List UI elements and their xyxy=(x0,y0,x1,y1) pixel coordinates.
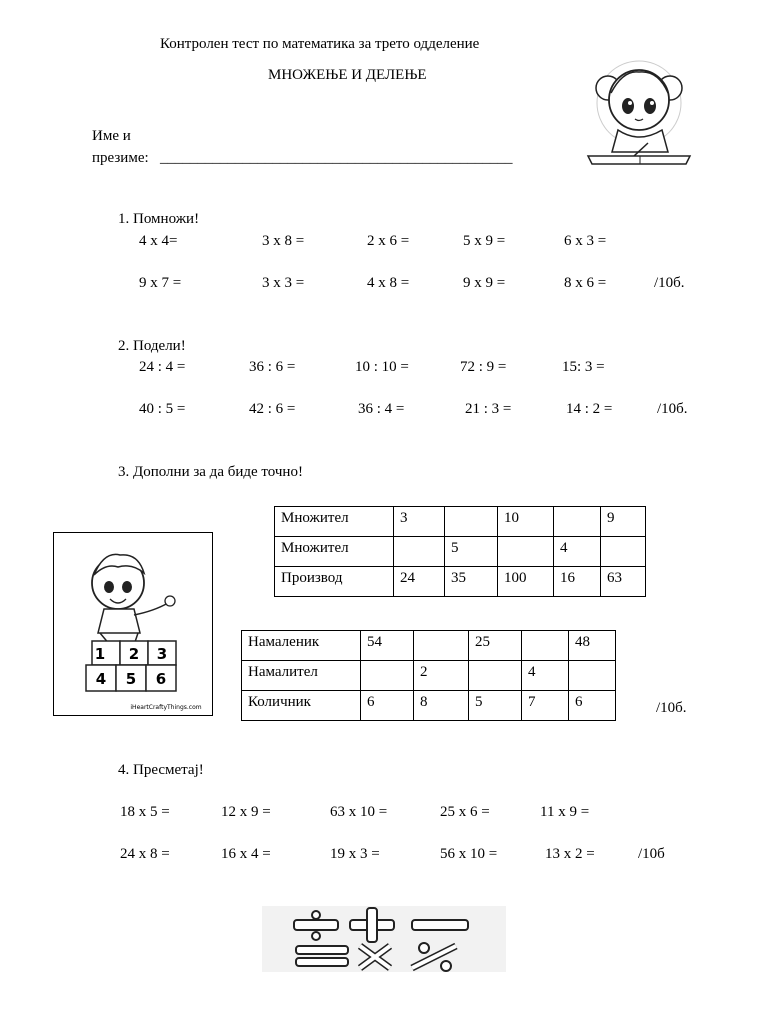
table1-cell[interactable]: 5 xyxy=(445,537,498,567)
worksheet-subtitle: МНОЖЕЊЕ И ДЕЛЕЊЕ xyxy=(268,67,427,83)
task2-expr: 40 : 5 = xyxy=(139,401,186,417)
task1-heading: 1. Помножи! xyxy=(118,211,200,227)
table1-label: Множител xyxy=(275,507,394,537)
table2-cell[interactable] xyxy=(569,661,616,691)
table2-cell[interactable]: 8 xyxy=(414,691,469,721)
task4-expr: 16 x 4 = xyxy=(221,846,271,862)
task4-expr: 18 x 5 = xyxy=(120,804,170,820)
worksheet-title: Контролен тест по математика за трето одделение xyxy=(160,36,480,52)
table2-cell[interactable]: 48 xyxy=(569,631,616,661)
task2-expr: 14 : 2 = xyxy=(566,401,613,417)
block-label: 5 xyxy=(125,670,137,688)
table1-cell[interactable]: 35 xyxy=(445,567,498,597)
task2-expr: 36 : 6 = xyxy=(249,359,296,375)
table2-label: Количник xyxy=(242,691,361,721)
table1-cell[interactable]: 63 xyxy=(601,567,646,597)
multiplication-table xyxy=(274,506,646,597)
table1-cell[interactable] xyxy=(601,537,646,567)
math-symbols-illustration xyxy=(262,906,506,972)
block-label: 4 xyxy=(95,670,107,688)
task3-points: /10б. xyxy=(656,700,687,716)
table2-cell[interactable]: 54 xyxy=(361,631,414,661)
table1-cell[interactable] xyxy=(394,537,445,567)
table2-cell[interactable]: 6 xyxy=(361,691,414,721)
task4-expr: 63 x 10 = xyxy=(330,804,388,820)
block-label: 6 xyxy=(155,670,167,688)
table2-cell[interactable]: 5 xyxy=(469,691,522,721)
table2-cell[interactable] xyxy=(522,631,569,661)
task4-expr: 13 x 2 = xyxy=(545,846,595,862)
task2-expr: 15: 3 = xyxy=(562,359,605,375)
task1-expr: 2 x 6 = xyxy=(367,233,410,249)
table1-cell[interactable]: 100 xyxy=(498,567,554,597)
table1-label: Множител xyxy=(275,537,394,567)
task3-heading: 3. Дополни за да биде точно! xyxy=(118,464,303,480)
block-label: 2 xyxy=(128,645,140,663)
task1-expr: 4 x 4= xyxy=(139,233,178,249)
table1-cell[interactable] xyxy=(445,507,498,537)
girl-writing-illustration xyxy=(578,48,700,178)
boy-on-blocks-illustration xyxy=(53,532,213,716)
task2-expr: 24 : 4 = xyxy=(139,359,186,375)
table1-cell[interactable]: 10 xyxy=(498,507,554,537)
name-input-line[interactable]: _______________________________________________ xyxy=(160,150,513,166)
table2-cell[interactable]: 6 xyxy=(569,691,616,721)
table2-cell[interactable] xyxy=(361,661,414,691)
task2-expr: 21 : 3 = xyxy=(465,401,512,417)
task1-expr: 5 x 9 = xyxy=(463,233,506,249)
table1-cell[interactable]: 3 xyxy=(394,507,445,537)
task2-points: /10б. xyxy=(657,401,688,417)
task2-expr: 10 : 10 = xyxy=(355,359,409,375)
task4-expr: 12 x 9 = xyxy=(221,804,271,820)
table2-cell[interactable]: 7 xyxy=(522,691,569,721)
table1-cell[interactable]: 16 xyxy=(554,567,601,597)
table2-cell[interactable] xyxy=(414,631,469,661)
table2-cell[interactable]: 4 xyxy=(522,661,569,691)
task2-expr: 42 : 6 = xyxy=(249,401,296,417)
task1-expr: 9 x 9 = xyxy=(463,275,506,291)
block-label: 3 xyxy=(156,645,168,663)
table2-label: Намалител xyxy=(242,661,361,691)
table1-cell[interactable]: 4 xyxy=(554,537,601,567)
table1-cell[interactable] xyxy=(498,537,554,567)
block-label: 1 xyxy=(94,645,106,663)
table2-label: Намаленик xyxy=(242,631,361,661)
task4-expr: 11 x 9 = xyxy=(540,804,590,820)
task1-expr: 3 x 8 = xyxy=(262,233,305,249)
table2-cell[interactable]: 2 xyxy=(414,661,469,691)
task1-expr: 4 x 8 = xyxy=(367,275,410,291)
task4-heading: 4. Пресметај! xyxy=(118,762,204,778)
name-label: Име и xyxy=(92,128,131,144)
table2-cell[interactable]: 25 xyxy=(469,631,522,661)
task1-expr: 8 x 6 = xyxy=(564,275,607,291)
task4-expr: 25 x 6 = xyxy=(440,804,490,820)
task1-points: /10б. xyxy=(654,275,685,291)
task2-heading: 2. Подели! xyxy=(118,338,186,354)
table1-cell[interactable]: 9 xyxy=(601,507,646,537)
task1-expr: 3 x 3 = xyxy=(262,275,305,291)
image-credit: iHeartCraftyThings.com xyxy=(130,704,202,711)
task1-expr: 6 x 3 = xyxy=(564,233,607,249)
table2-cell[interactable] xyxy=(469,661,522,691)
task4-points: /10б xyxy=(638,846,665,862)
task2-expr: 72 : 9 = xyxy=(460,359,507,375)
table1-label: Производ xyxy=(275,567,394,597)
task4-expr: 24 x 8 = xyxy=(120,846,170,862)
task4-expr: 56 x 10 = xyxy=(440,846,498,862)
task4-expr: 19 x 3 = xyxy=(330,846,380,862)
table1-cell[interactable]: 24 xyxy=(394,567,445,597)
table1-cell[interactable] xyxy=(554,507,601,537)
surname-label: презиме: xyxy=(92,150,149,166)
division-table xyxy=(241,630,616,721)
task1-expr: 9 x 7 = xyxy=(139,275,182,291)
task2-expr: 36 : 4 = xyxy=(358,401,405,417)
